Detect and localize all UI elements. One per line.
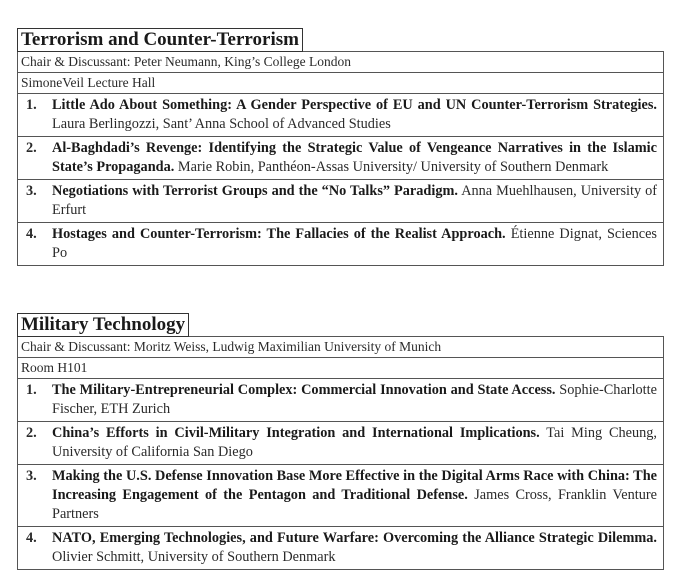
paper-title: China’s Efforts in Civil-Military Integration and International Implications. <box>52 425 540 441</box>
paper-item <box>18 527 663 569</box>
paper-authors: Laura Berlingozzi, Sant’ Anna School of Advanced Studies <box>52 116 391 132</box>
paper-title: Al-Baghdadi’s Revenge: Identifying the Strategic Value of Vengeance Narratives in the Islamic State’s Propaganda. <box>52 140 657 175</box>
paper-title: Making the U.S. Defense Innovation Base More Effective in the Digital Arms Race with China: The Increasing Engagement of the Pentagon and Traditional Defense. <box>52 468 657 503</box>
paper-authors: Marie Robin, Panthéon-Assas University/ University of Southern Denmark <box>177 159 609 175</box>
paper-item <box>18 180 663 223</box>
paper-number: 4. <box>26 226 37 242</box>
paper-item <box>18 223 663 265</box>
paper-authors: Étienne Dignat, Sciences Po <box>52 226 657 261</box>
paper-number: 3. <box>26 183 37 199</box>
paper-authors: Anna Muehlhausen, University of Erfurt <box>52 183 657 218</box>
paper-item <box>18 137 663 180</box>
paper-item <box>18 379 663 422</box>
paper-authors: Tai Ming Cheung, University of California San Diego <box>52 425 657 460</box>
paper-number: 2. <box>26 140 37 156</box>
paper-item <box>18 94 663 137</box>
session-room: Room H101 <box>17 357 664 379</box>
paper-title: The Military-Entrepreneurial Complex: Commercial Innovation and State Access. <box>52 382 556 398</box>
paper-title: Negotiations with Terrorist Groups and the “No Talks” Paradigm. <box>52 183 458 199</box>
paper-number: 3. <box>26 468 37 484</box>
paper-list <box>17 94 664 266</box>
paper-number: 2. <box>26 425 37 441</box>
paper-item <box>18 465 663 527</box>
paper-authors: Sophie-Charlotte Fischer, ETH Zurich <box>52 382 657 417</box>
paper-authors: Olivier Schmitt, University of Southern Denmark <box>52 549 336 565</box>
session-room: SimoneVeil Lecture Hall <box>17 72 664 94</box>
paper-item <box>18 422 663 465</box>
paper-number: 1. <box>26 382 37 398</box>
session-title: Terrorism and Counter-Terrorism <box>17 28 303 52</box>
paper-title: NATO, Emerging Technologies, and Future Warfare: Overcoming the Alliance Strategic Dilemma. <box>52 530 657 546</box>
session-military-technology <box>17 313 664 570</box>
paper-number: 4. <box>26 530 37 546</box>
session-title: Military Technology <box>17 313 189 337</box>
paper-authors: James Cross, Franklin Venture Partners <box>52 487 657 522</box>
session-chair: Chair & Discussant: Moritz Weiss, Ludwig Maximilian University of Munich <box>17 336 664 358</box>
paper-list <box>17 379 664 570</box>
session-chair: Chair & Discussant: Peter Neumann, King’s College London <box>17 51 664 73</box>
paper-number: 1. <box>26 97 37 113</box>
paper-title: Little Ado About Something: A Gender Perspective of EU and UN Counter-Terrorism Strategies. <box>52 97 657 113</box>
session-terrorism <box>17 28 664 266</box>
paper-title: Hostages and Counter-Terrorism: The Fallacies of the Realist Approach. <box>52 226 506 242</box>
